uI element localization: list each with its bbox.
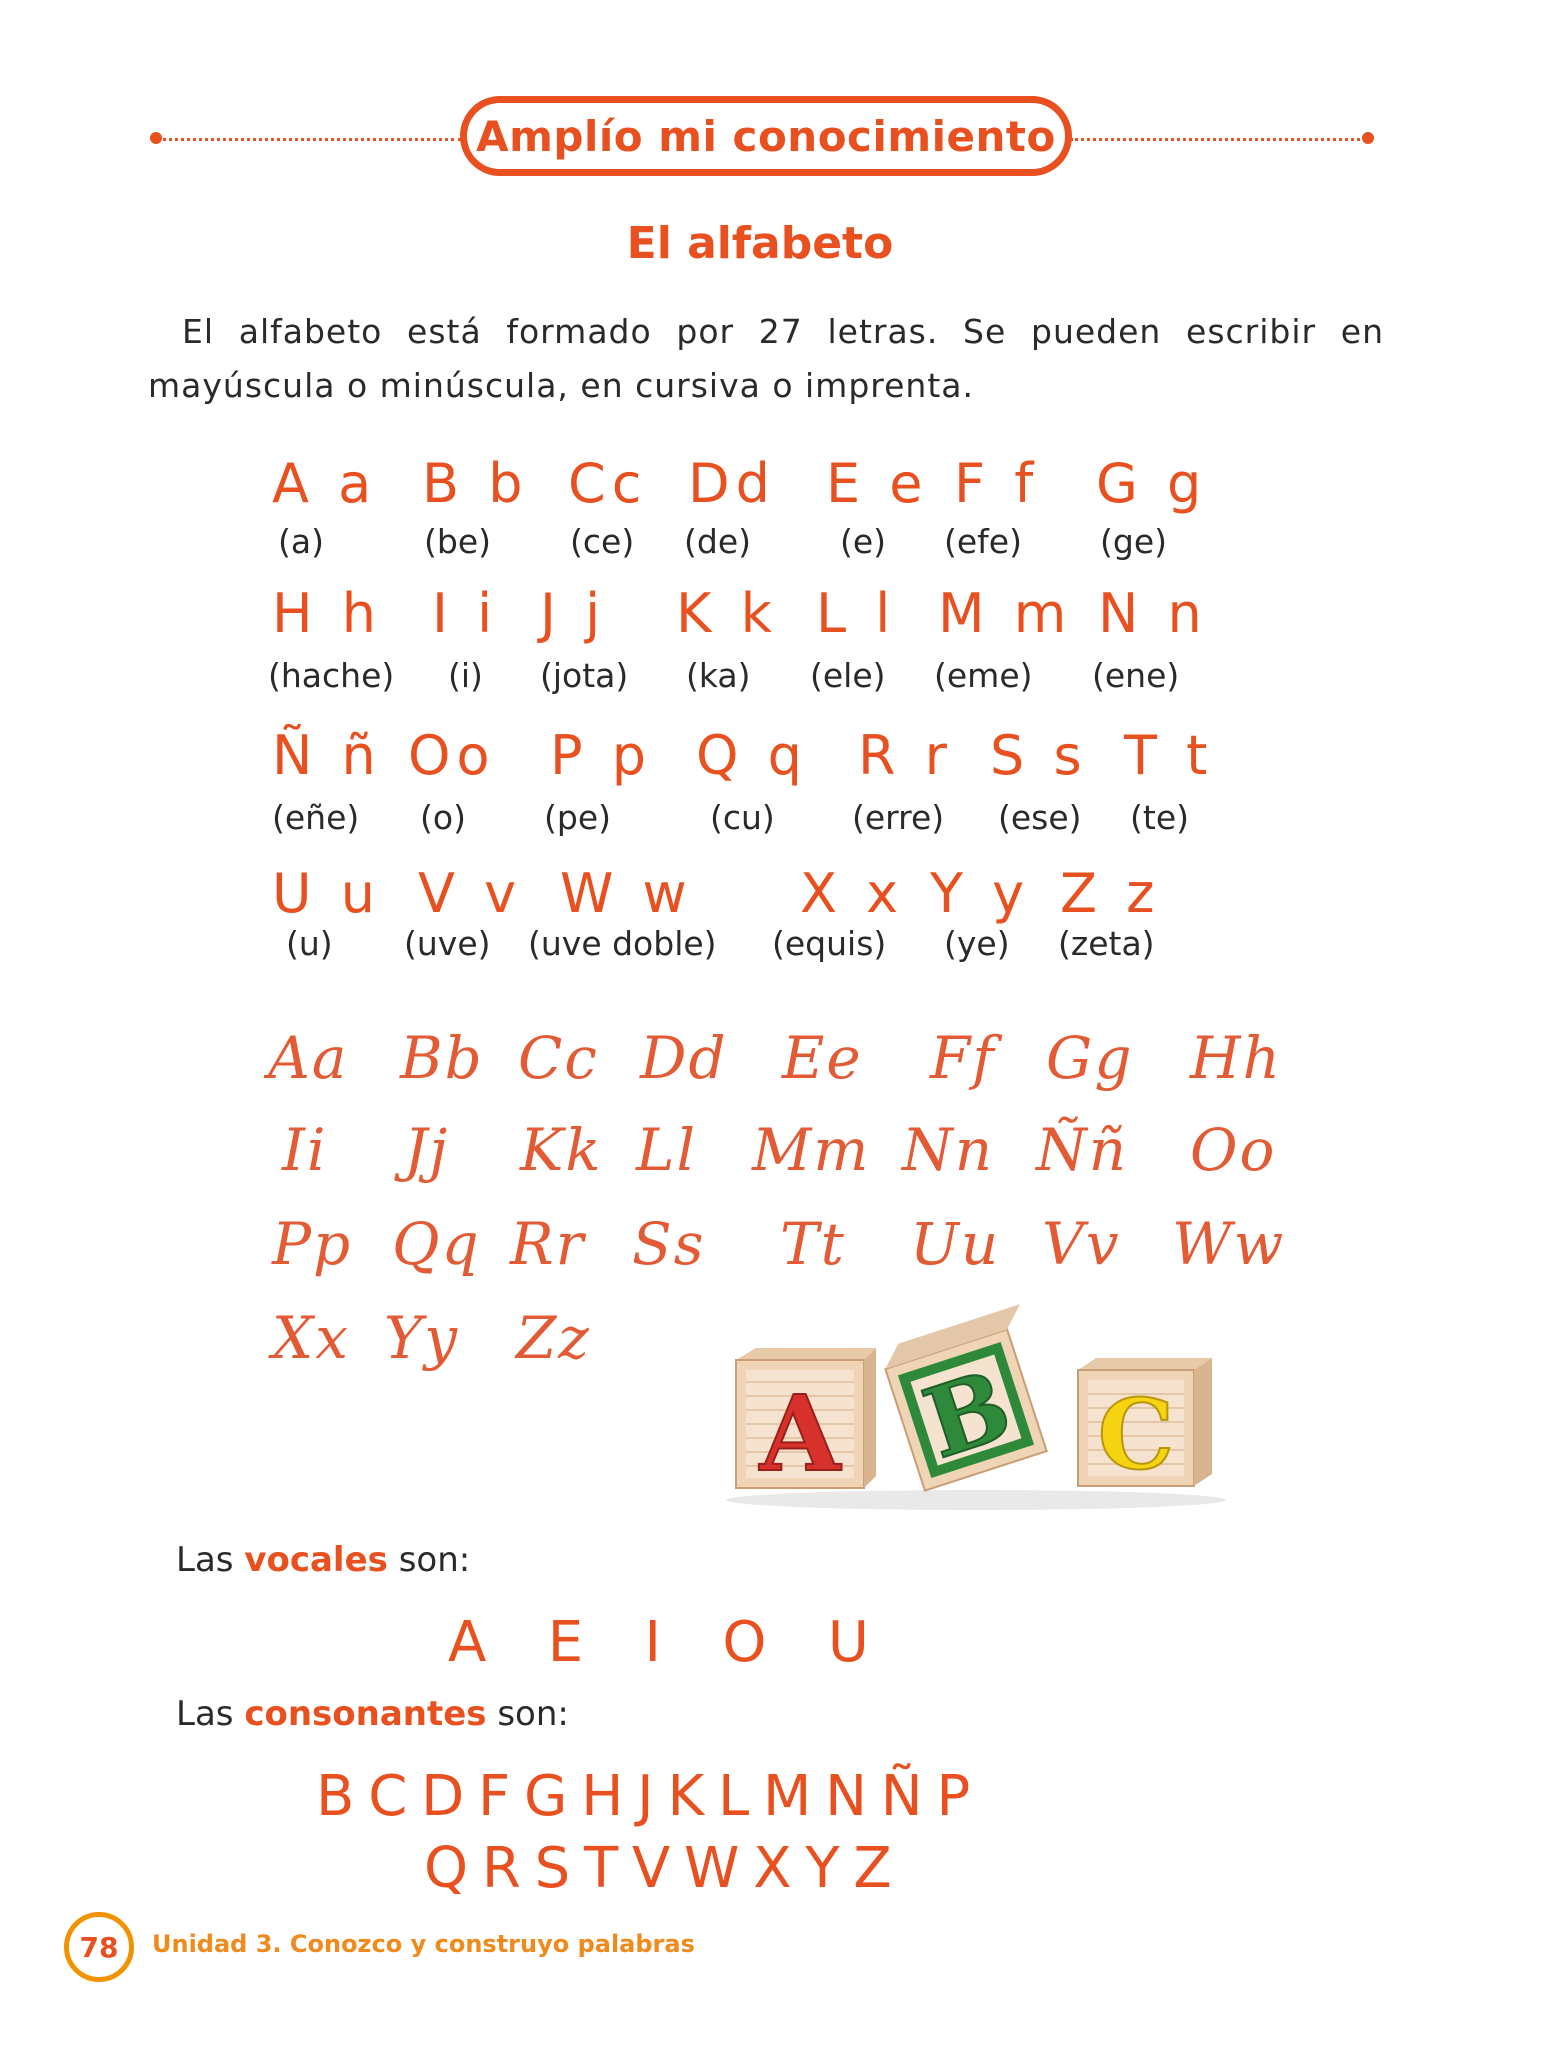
section-banner [460,96,1072,176]
letter-pair: H h [272,582,382,645]
block-letter: C [1097,1378,1175,1491]
cursive-letter-pair: Hh [1190,1024,1282,1092]
letter-name: (zeta) [1058,924,1155,963]
letter-name: (ene) [1092,656,1180,695]
letter-name: (ce) [570,522,635,561]
letter-pair: Y y [930,862,1031,925]
letter-name: (erre) [852,798,945,837]
consonants-label: Las consonantes son: [176,1694,569,1734]
letter-pair: N n [1098,582,1208,645]
block-c [1078,1358,1212,1491]
letter-pair: V v [418,862,523,925]
letter-pair: F f [954,452,1040,515]
letter-name: (te) [1130,798,1189,837]
cursive-letter-pair: Tt [780,1210,846,1278]
cursive-letter-pair: Ff [930,1024,996,1092]
letter-pair: Dd [688,452,776,515]
cursive-letter-pair: Kk [520,1116,603,1184]
block-b [879,1304,1065,1490]
letter-name: (uve doble) [528,924,717,963]
page-title: El alfabeto [626,218,894,269]
cursive-letter-pair: Bb [400,1024,484,1092]
cursive-letter-pair: Ss [632,1210,706,1278]
letter-name: (jota) [540,656,629,695]
banner-line-left [156,138,462,141]
cursive-letter-pair: Mm [752,1116,871,1184]
letter-pair: B b [422,452,529,515]
letter-name: (ye) [944,924,1010,963]
block-a [736,1348,876,1495]
letter-pair: K k [676,582,778,645]
letter-pair: E e [826,452,929,515]
letter-pair: R r [858,724,953,787]
cursive-letter-pair: Pp [272,1210,353,1278]
cursive-letter-pair: Qq [392,1210,481,1278]
letter-pair: J j [540,582,607,645]
letter-pair: S s [990,724,1088,787]
letter-name: (o) [420,798,466,837]
letter-pair: Ñ ñ [272,724,382,787]
cursive-letter-pair: Ii [282,1116,328,1184]
letter-pair: A a [272,452,378,515]
cursive-letter-pair: Ññ [1036,1116,1129,1184]
vowels-letters: A E I O U [448,1610,871,1675]
cursive-letter-pair: Dd [640,1024,728,1092]
consonants-line-1: B C D F G H J K L M N Ñ P [316,1764,969,1829]
cursive-letter-pair: Ll [636,1116,698,1184]
cursive-letter-pair: Nn [902,1116,995,1184]
letter-name: (ka) [686,656,751,695]
cursive-letter-pair: Oo [1190,1116,1277,1184]
letter-name: (u) [286,924,333,963]
letter-name: (de) [684,522,751,561]
letter-pair: I i [432,582,499,645]
cursive-letter-pair: Yy [384,1304,460,1372]
letter-pair: W w [560,862,693,925]
letter-name: (a) [278,522,324,561]
vowels-label: Las vocales son: [176,1540,471,1580]
letter-pair: U u [272,862,381,925]
letter-name: (eñe) [272,798,360,837]
letter-name: (pe) [544,798,611,837]
banner-dot-right [1362,132,1374,144]
cursive-letter-pair: Jj [404,1116,450,1184]
cursive-letter-pair: Ww [1172,1210,1286,1278]
letter-name: (eme) [934,656,1033,695]
letter-name: (ese) [998,798,1082,837]
cursive-letter-pair: Ee [782,1024,863,1092]
letter-pair: G g [1096,452,1208,515]
cursive-letter-pair: Xx [272,1304,351,1372]
letter-pair: T t [1124,724,1214,787]
letter-name: (i) [448,656,483,695]
letter-name: (efe) [944,522,1022,561]
letter-name: (ge) [1100,522,1167,561]
letter-pair: Z z [1060,862,1161,925]
letter-name: (hache) [268,656,395,695]
cursive-letter-pair: Cc [518,1024,599,1092]
cursive-letter-pair: Zz [516,1304,591,1372]
block-letter: A [759,1372,841,1495]
cursive-letter-pair: Rr [510,1210,586,1278]
cursive-letter-pair: Gg [1046,1024,1134,1092]
letter-pair: Oo [408,724,496,787]
banner-title: Amplío mi conocimiento [476,111,1056,161]
cursive-letter-pair: Uu [910,1210,1001,1278]
cursive-letter-pair: Vv [1042,1210,1121,1278]
consonants-line-2: Q R S T V W X Y Z [424,1836,890,1901]
letter-name: (uve) [404,924,491,963]
unit-title: Unidad 3. Conozco y construyo palabras [152,1930,695,1958]
intro-paragraph: El alfabeto está formado por 27 letras. Se pueden escribir en mayúscula o minúscula, en cursiva o imprenta. [148,312,1384,405]
block-letter: B [911,1348,1024,1481]
letter-pair: M m [938,582,1073,645]
letter-pair: Q q [696,724,808,787]
abc-blocks-image [716,1300,1236,1515]
letter-name: (ele) [810,656,886,695]
cursive-letter-pair: Aa [268,1024,349,1092]
letter-pair: L l [816,582,897,645]
letter-pair: X x [800,862,905,925]
banner-line-right [1070,138,1366,141]
letter-name: (be) [424,522,491,561]
letter-pair: P p [550,724,653,787]
letter-name: (cu) [710,798,775,837]
letter-name: (e) [840,522,887,561]
page-number: 78 [64,1912,134,1982]
letter-pair: Cc [568,452,648,515]
letter-name: (equis) [772,924,887,963]
banner-dot-left [150,132,162,144]
